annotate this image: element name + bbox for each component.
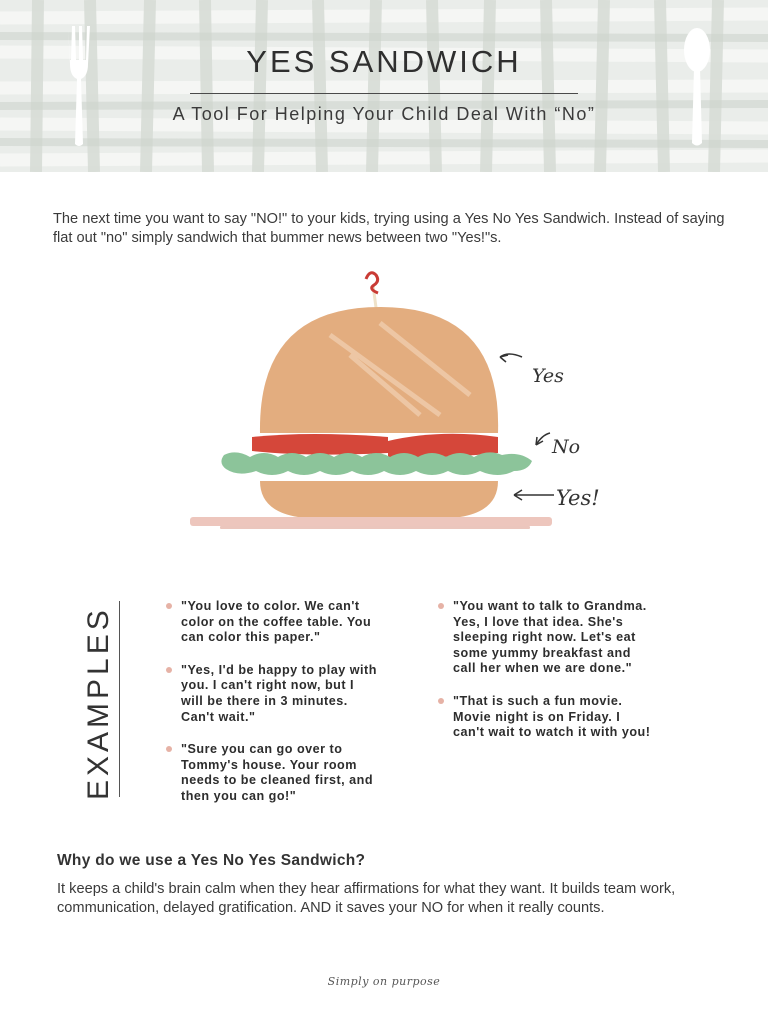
- plate: [190, 517, 552, 526]
- intro-paragraph: The next time you want to say "NO!" to your kids, trying using a Yes No Yes Sandwich. Instead of saying flat out "no" simply sandwich that bummer news between two "Yes!"s.: [53, 211, 725, 246]
- lettuce-leaf: [221, 452, 532, 475]
- header-banner: [0, 0, 768, 172]
- sandwich-illustration: [180, 265, 620, 545]
- examples-heading: EXAMPLES: [82, 606, 115, 800]
- woven-pattern-background: [0, 0, 768, 172]
- title-divider: [190, 93, 578, 94]
- bottom-bun: [260, 481, 498, 517]
- example-text: "You love to color. We can't color on the coffee table. You can color this paper.": [181, 599, 372, 645]
- example-text: "That is such a fun movie. Movie night is on Friday. I can't wait to watch it with you!: [453, 693, 651, 740]
- page-title: YES SANDWICH: [246, 44, 522, 79]
- example-text: "Yes, I'd be happy to play with you. I can't right now, but I will be there in 3 minutes. Can't wait.": [181, 662, 377, 724]
- examples-left-column: [165, 599, 380, 822]
- example-item: [437, 694, 652, 741]
- example-item: [437, 599, 652, 677]
- toothpick-flag: [366, 273, 378, 293]
- example-item: [165, 742, 380, 804]
- footer-logo: Simply on purpose: [327, 975, 441, 988]
- page-subtitle: A Tool For Helping Your Child Deal With “No”: [172, 104, 596, 124]
- tomato-slice-left: [252, 434, 388, 455]
- label-yes-bottom: Yes!: [556, 486, 600, 510]
- bullet-icon: [166, 746, 172, 752]
- example-item: [165, 663, 380, 725]
- example-item: [165, 599, 380, 646]
- examples-divider: [119, 601, 120, 797]
- why-paragraph: It keeps a child's brain calm when they hear affirmations for what they want. It builds team work, communication, delayed gratification. AND it saves your NO for when it really counts.: [57, 881, 676, 916]
- label-no: No: [552, 436, 581, 458]
- example-text: "Sure you can go over to Tommy's house. Your room needs to be cleaned first, and then you can go!": [181, 742, 374, 803]
- bullet-icon: [166, 603, 172, 609]
- why-heading: Why do we use a Yes No Yes Sandwich?: [57, 852, 366, 869]
- arrow-bottom: [514, 490, 554, 500]
- bullet-icon: [438, 603, 444, 609]
- bullet-icon: [438, 698, 444, 704]
- example-text: "You want to talk to Grandma. Yes, I love that idea. She's sleeping right now. Let's eat some yummy breakfast and call her when we are done.": [453, 599, 647, 676]
- examples-right-column: [437, 599, 652, 758]
- plate-shadow: [220, 526, 530, 529]
- arrow-middle: [536, 433, 550, 445]
- bullet-icon: [166, 667, 172, 673]
- arrow-top: [500, 354, 522, 362]
- fork-icon: [64, 24, 94, 148]
- label-yes-top: Yes: [532, 365, 564, 387]
